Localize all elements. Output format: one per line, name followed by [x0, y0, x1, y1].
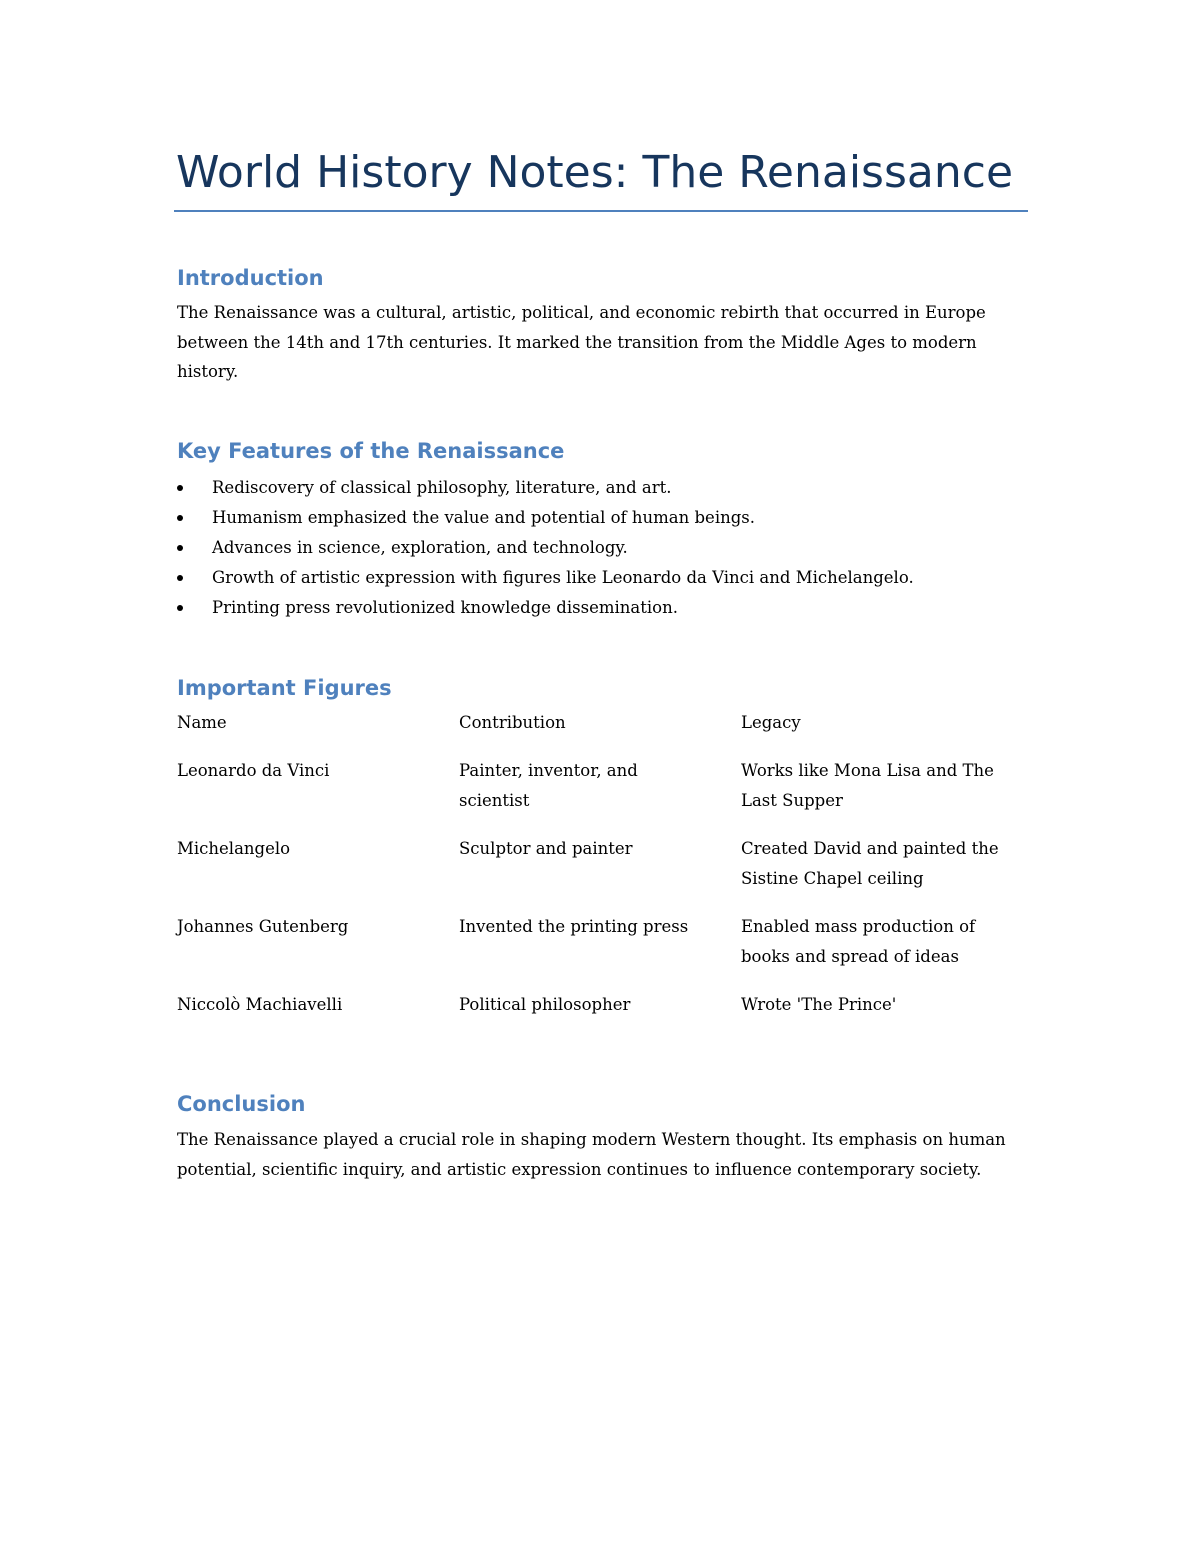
list-item [177, 503, 1027, 533]
bullet-icon [177, 545, 183, 551]
introduction-text: The Renaissance was a cultural, artistic, political, and economic rebirth that occurred in Europe between the 14th and 17th centuries. It marked the transition from the Middle Ages to modern history. [177, 303, 986, 381]
cell-contribution: Sculptor and painter [459, 839, 633, 858]
list-item-text: Growth of artistic expression with figures like Leonardo da Vinci and Michelangelo. [212, 568, 914, 587]
cell-legacy: Works like Mona Lisa and The Last Supper [741, 761, 994, 810]
cell-contribution: Invented the printing press [459, 917, 689, 936]
cell-contribution: Political philosopher [459, 995, 631, 1014]
bullet-icon [177, 575, 183, 581]
table-row [177, 990, 1027, 1038]
document-title: World History Notes: The Renaissance [176, 147, 1014, 198]
list-item-text: Rediscovery of classical philosophy, literature, and art. [212, 478, 672, 497]
list-item [177, 563, 1027, 593]
list-item [177, 473, 1027, 503]
table-header-row [177, 708, 1027, 756]
title-underline [174, 210, 1028, 212]
list-item-text: Printing press revolutionized knowledge dissemination. [212, 598, 678, 617]
table-row [177, 912, 1027, 990]
cell-name: Michelangelo [177, 839, 291, 858]
cell-name: Niccolò Machiavelli [177, 995, 343, 1014]
conclusion-heading: Conclusion [177, 1092, 306, 1116]
key-features-list [177, 473, 1027, 623]
bullet-icon [177, 605, 183, 611]
cell-contribution: Painter, inventor, and scientist [459, 761, 638, 810]
column-header-contribution: Contribution [459, 713, 566, 732]
cell-name: Johannes Gutenberg [177, 917, 349, 936]
cell-legacy: Wrote 'The Prince' [741, 995, 897, 1014]
important-figures-table [177, 708, 1027, 1038]
cell-legacy: Enabled mass production of books and spread of ideas [741, 917, 976, 966]
table-row [177, 834, 1027, 912]
bullet-icon [177, 515, 183, 521]
cell-legacy: Created David and painted the Sistine Chapel ceiling [741, 839, 999, 888]
table-row [177, 756, 1027, 834]
list-item-text: Humanism emphasized the value and potential of human beings. [212, 508, 756, 527]
list-item-text: Advances in science, exploration, and technology. [212, 538, 628, 557]
conclusion-text: The Renaissance played a crucial role in shaping modern Western thought. Its emphasis on human potential, scientific inquiry, and artistic expression continues to influence contemporary society. [177, 1130, 1006, 1179]
column-header-name: Name [177, 713, 227, 732]
important-figures-heading: Important Figures [177, 676, 392, 700]
list-item [177, 593, 1027, 623]
bullet-icon [177, 485, 183, 491]
introduction-heading: Introduction [177, 266, 324, 290]
cell-name: Leonardo da Vinci [177, 761, 330, 780]
column-header-legacy: Legacy [741, 713, 801, 732]
list-item [177, 533, 1027, 563]
key-features-heading: Key Features of the Renaissance [177, 439, 565, 463]
